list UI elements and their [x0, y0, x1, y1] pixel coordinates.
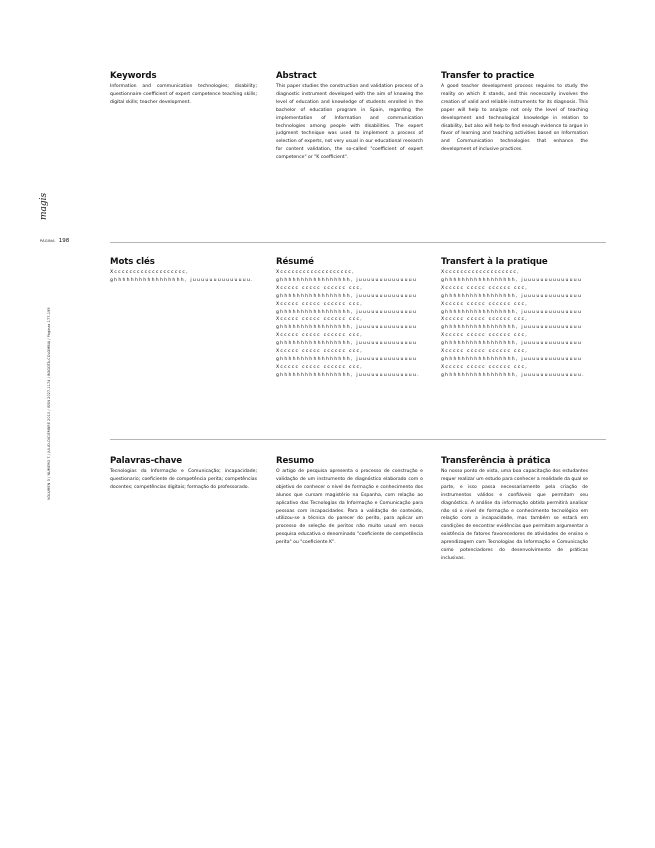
abstract-fr-title: Résumé	[276, 257, 314, 267]
keywords-fr	[110, 257, 257, 285]
page-number-value: 198	[58, 238, 70, 244]
section-divider-2	[110, 439, 606, 440]
transfer-fr	[441, 257, 588, 380]
abstract-pt-title: Resumo	[276, 456, 314, 466]
issue-metadata: VOLUMEN 3 / NÚMERO 7 / JULIO-DICIEMBRE 2010 / ISSN 2027-1174 / BOGOTÁ-COLOMBIA / Páginas 177-199	[47, 307, 51, 500]
transfer-en-body: A good teacher development process requires to study the reality on which it stands, and this necessarily involves the creation of valid and reliable instruments for its diagnosis. This paper will help to analyze not only the level of teaching development and technological knowledge in relation to disability, but also will help to find enough evidence to argue in favor of learning and teaching activities based on Information and Communication technologies that enhance the development of inclusive practices.	[441, 84, 588, 153]
transfer-fr-body: Xccccccccccccccccccc, ghhhhhhhhhhhhhhhhh, juuuuuuuuuuuuuu Xccccc ccccc cccccc ccc, ghhhhhhhhhhhhhhhhh, juuuuuuuuuuuuuu Xccccc ccccc cccccc ccc, ghhhhhhhhhhhhhhhhh, juuuuuuuuuuuuuu Xccccc ccccc cccccc ccc, ghhhhhhhhhhhhhhhhh, juuuuuuuuuuuuuu Xccccc ccccc cccccc ccc, ghhhhhhhhhhhhhhhhh, juuuuuuuuuuuuuu Xccccc ccccc cccccc ccc, ghhhhhhhhhhhhhhhhh, juuuuuuuuuuuuuu Xccccc ccccc cccccc ccc, ghhhhhhhhhhhhhhhhh, juuuuuuuuuuuuuu.	[441, 270, 585, 378]
keywords-pt	[110, 456, 257, 492]
keywords-en	[110, 71, 257, 107]
keywords-en-body: Information and communication technologies; disability; questionnaire coefficient of expert competence teaching skills; digital skills; teacher development.	[110, 84, 257, 105]
page-label: PÁGINA	[40, 239, 55, 243]
transfer-pt-body: No nosso ponto de vista, uma boa capacitação dos estudantes requer realizar um estudo para conhecer a realidade da qual se parte, e isso passa necessariamente pela criação de instrumentos válidos e confiáveis que permitam seu diagnóstico. A análise da informação obtida permitirá analisar não só o nível de formação e conhecimento tecnológico em relação com a incapacidade, mas também se estará em condições de encontrar evidências que permitam argumentar a existência de fatores favorecedores de atividades de ensino e aprendizagem com Tecnologias da Informação e Comunicação como potenciadores do desenvolvimento de práticas inclusivas.	[441, 469, 588, 561]
transfer-en	[441, 71, 588, 154]
keywords-fr-body: Xccccccccccccccccccc, ghhhhhhhhhhhhhhhhh, juuuuuuuuuuuuuu.	[110, 270, 254, 283]
transfer-en-title: Transfer to practice	[441, 71, 535, 81]
keywords-pt-title: Palavras-chave	[110, 456, 182, 466]
abstract-en	[276, 71, 423, 162]
transfer-pt-title: Transferência à prática	[441, 456, 551, 466]
abstract-fr-body: Xccccccccccccccccccc, ghhhhhhhhhhhhhhhhh, juuuuuuuuuuuuuu Xccccc ccccc cccccc ccc, ghhhhhhhhhhhhhhhhh, juuuuuuuuuuuuuu Xccccc ccccc cccccc ccc, ghhhhhhhhhhhhhhhhh, juuuuuuuuuuuuuu Xccccc ccccc cccccc ccc, ghhhhhhhhhhhhhhhhh, juuuuuuuuuuuuuu Xccccc ccccc cccccc ccc, ghhhhhhhhhhhhhhhhh, juuuuuuuuuuuuuu Xccccc ccccc cccccc ccc, ghhhhhhhhhhhhhhhhh, juuuuuuuuuuuuuu Xccccc ccccc cccccc ccc, ghhhhhhhhhhhhhhhhh, juuuuuuuuuuuuuu.	[276, 270, 420, 378]
abstract-en-body: This paper studies the construction and validation process of a diagnostic instrument developed with the aim of knowing the level of education and knowledge of students enrolled in the bachelor of education program in Spain, regarding the implementation of Information and communication technologies among people with disabilities. The expert judgment technique was used to implement a process of selection of experts, not very usual in our educational research for content validation, the so-called "coefficient of expert competence" or "K coefficient".	[276, 84, 423, 161]
abstract-en-title: Abstract	[276, 71, 317, 81]
journal-spine	[39, 192, 55, 510]
transfer-pt	[441, 456, 588, 563]
abstract-pt	[276, 456, 423, 547]
section-divider-1	[110, 242, 606, 243]
keywords-en-title: Keywords	[110, 71, 157, 81]
page-number	[40, 238, 69, 244]
transfer-fr-title: Transfert à la pratique	[441, 257, 548, 267]
abstract-pt-body: O artigo de pesquisa apresenta o processo de construção e validação de um instrumento de diagnóstico elaborado com o objetivo de conhecer o nível de formação e conhecimento dos alunos que cursam magistério na Espanha, com relação ao aplicativo das Tecnologias da Informação e Comunicação para pessoas com incapacidades. Para a validação de conteúdo, utilizou-se a técnica do parecer do perito, para aplicar um processo de seleção de peritos não muito usual em nossa pesquisa educativa o denominado "coeficiente de competência perita" ou "coeficiente K".	[276, 469, 423, 546]
keywords-pt-body: Tecnologias da Informação e Comunicação; incapacidade; questionario; coeficiente de competência perita; competências docentes; competências digitais; formação do professorado.	[110, 469, 257, 490]
journal-name: magis	[39, 192, 49, 220]
abstract-fr	[276, 257, 423, 380]
keywords-fr-title: Mots clés	[110, 257, 155, 267]
